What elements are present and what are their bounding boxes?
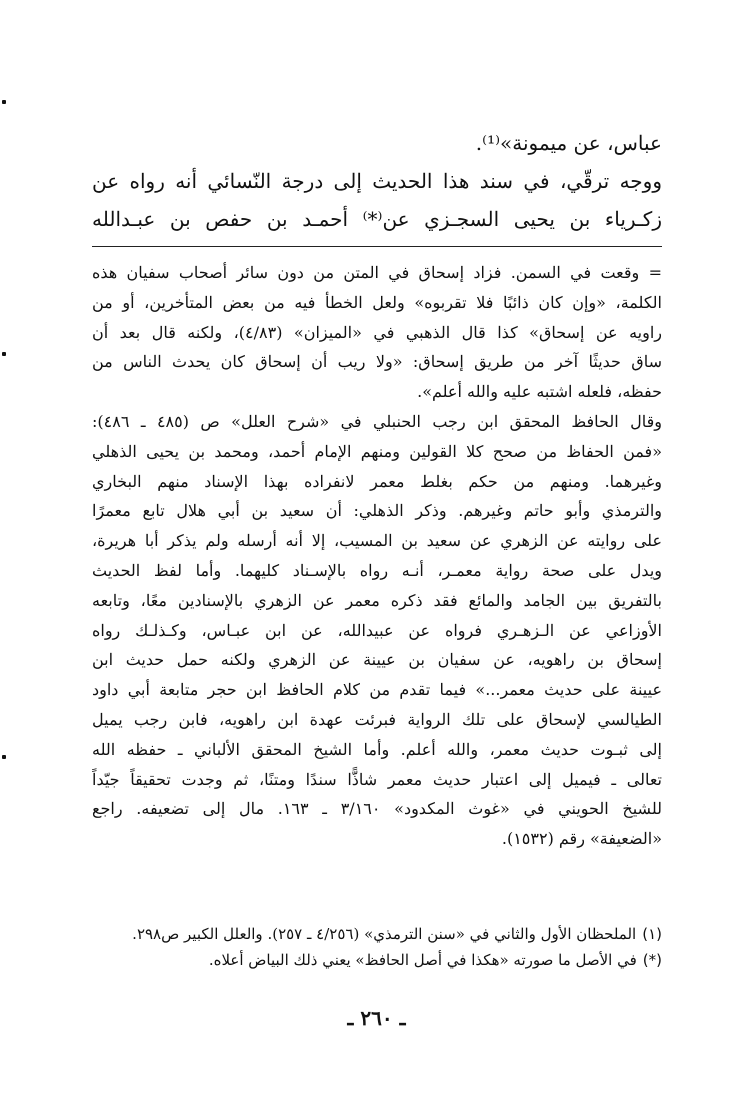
main-text-line: ووجه ترقّي، في سند هذا الحديث إلى درجة النّسائي أنه رواه عن	[92, 169, 662, 193]
note-text: في الأصل ما صورته «هكذا في أصل الحافظ» يعني ذلك البياض أعلاه.	[208, 951, 637, 969]
footnote-line: بالتفريق بين الجامد والمائع فقد ذكره معمر عن الزهري بالإسنادين معًا، وتابعه	[92, 590, 662, 610]
footnote-line: الطيالسي لإسحاق على تلك الرواية فبرئت عهدة ابن راهويه، فابن رجب يميل	[92, 709, 662, 729]
note-marker: (*)	[642, 951, 662, 969]
footnote-line: الأوزاعي عن الـزهـري فرواه عن عبيدالله، عن ابن عبـاس، وكـذلـك رواه	[92, 620, 662, 640]
footnote-line: للشيخ الحويني في «غوث المكدود» ٣/١٦٠ ـ ١٦٣. مال إلى تضعيفه. راجع	[92, 799, 662, 819]
footnote-separator	[92, 246, 662, 247]
page-number: ـ ٢٦٠ ـ	[347, 1006, 406, 1030]
footnote-line: «الضعيفة» رقم (١٥٣٢).	[501, 829, 662, 849]
footnote-line: إلى ثبـوت حديث معمر، والله أعلم. وأما الشيخ المحقق الألباني ـ حفظه الله	[92, 739, 662, 759]
footnote-line: الكلمة، «وإن كان ذائبًا فلا تقربوه» ولعل الخطأ فيه من بعض المتأخرين، أو من	[92, 292, 662, 312]
footnote-line: راويه عن إسحاق» كذا قال الذهبي في «الميزان» (٤/٨٣)، ولكنه قال بعد أن	[92, 322, 662, 342]
footnote-line: حفظه، فلعله اشتبه عليه والله أعلم».	[417, 382, 662, 402]
footnote-line: إسحاق بن راهويه، عن سفيان بن عيينة عن الزهري ولكنه حمل حديث ابن	[92, 650, 662, 670]
footnote-line: = وقعت في السمن. فزاد إسحاق في المتن من دون سائر أصحاب سفيان هذه	[92, 263, 662, 282]
footnote-line: وقال الحافظ المحقق ابن رجب الحنبلي في «شرح العلل» ص (٤٨٥ ـ ٤٨٦):	[92, 411, 662, 431]
footnote-line: على روايته عن الزهري عن سعيد بن المسيب، إلا أنه أرسله ولم يذكر أبا هريرة،	[92, 531, 662, 551]
main-text	[92, 124, 662, 238]
footnote-line: عيينة على حديث معمر...» فيما تقدم من كلام الحافظ ابن حجر متابعة أبي داود	[92, 680, 662, 700]
footnote-line: ويدل على صحة رواية معمـر، أنـه رواه بالإسـناد كليهما. وأما لفظ الحديث	[92, 560, 662, 580]
margin-mark-middle	[2, 352, 6, 356]
note-asterisk	[92, 947, 662, 973]
footnote-line: ساق حديثًا آخر من طريق إسحاق: «ولا ريب أن إسحاق كان يحدث الناس من	[92, 352, 662, 372]
page-notes	[92, 921, 662, 973]
footnote-continuation	[92, 258, 662, 854]
note-marker: (١)	[642, 925, 662, 943]
margin-mark-bottom	[2, 755, 6, 759]
main-text-line: زكـرياء بن يحيى السجـزي عن⁽*⁾ أحمـد بن حفص بن عبـدالله	[92, 207, 662, 231]
main-text-line: عباس، عن ميمونة»⁽¹⁾.	[475, 131, 662, 155]
footnote-line: وغيرهما. ومنهم من حكم بغلط معمر لانفراده بهذا الإسناد منهم البخاري	[92, 471, 662, 491]
note-text: الملحظان الأول والثاني في «سنن الترمذي» (٤/٢٥٦ ـ ٢٥٧). والعلل الكبير ص٢٩٨.	[132, 925, 637, 943]
footnote-line: والترمذي وأبو حاتم وغيرهم. وذكر الذهلي: أن سعيد بن أبي هلال تابع معمرًا	[92, 501, 662, 521]
footnote-line: «فمن الحفاظ من صحح كلا القولين ومنهم الإمام أحمد، ومحمد بن يحيى الذهلي	[92, 441, 662, 461]
note-1	[92, 921, 662, 947]
margin-mark-top	[2, 100, 6, 104]
footnote-line: تعالى ـ فيميل إلى اعتبار حديث معمر شاذًّا سندًا ومتنًا، ثم وجدت تحقيقاً جيّداً	[92, 769, 662, 789]
